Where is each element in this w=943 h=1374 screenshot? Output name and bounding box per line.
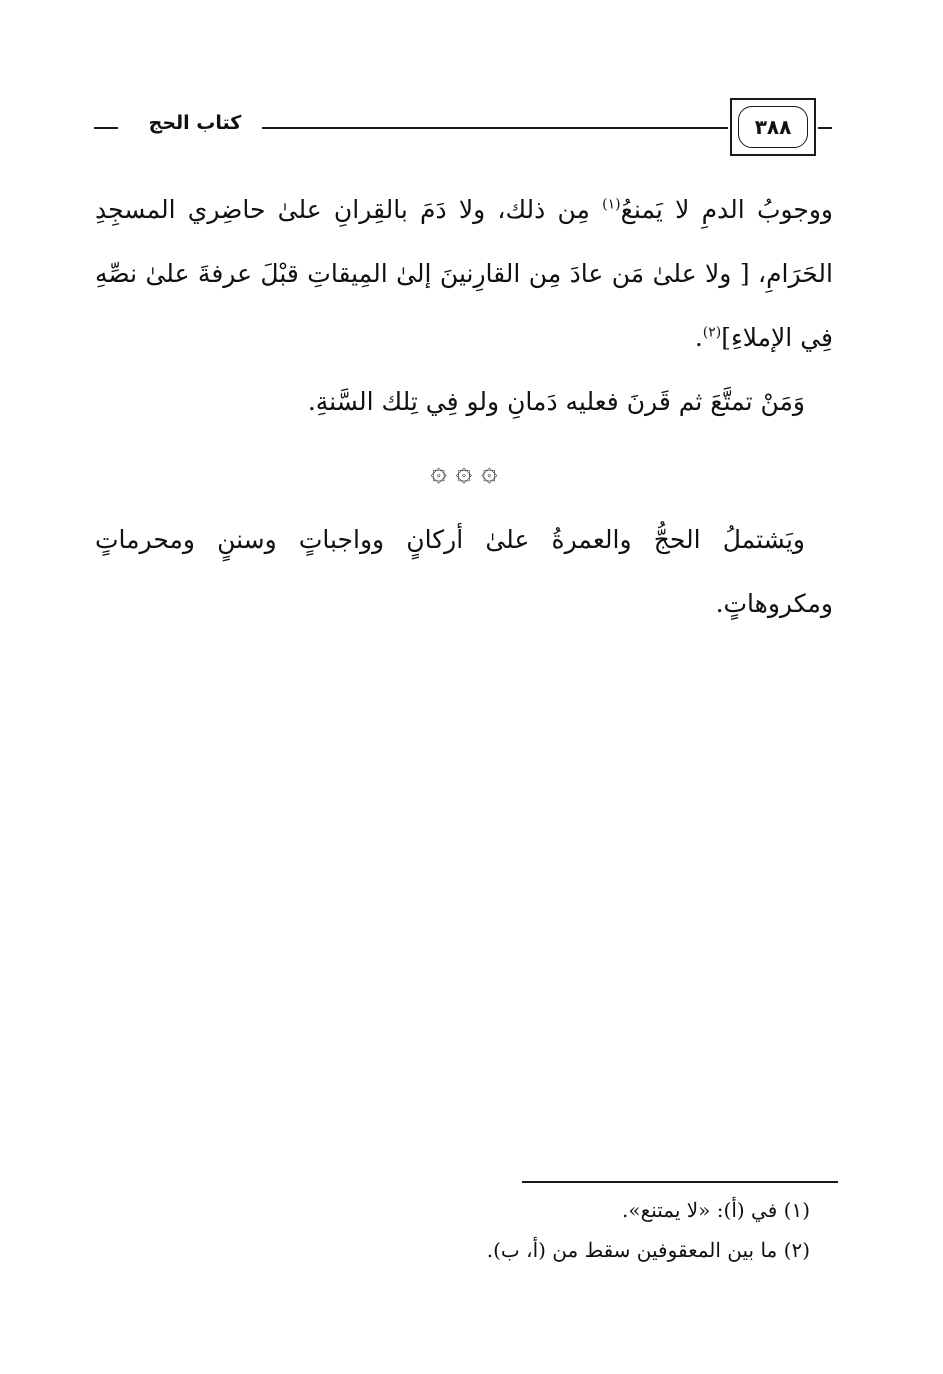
- footnote-ref-2: (٢): [702, 324, 722, 341]
- page-header: [90, 98, 832, 158]
- header-rule-middle: [262, 127, 728, 129]
- footnote-1: (١) في (أ): «لا يمتنع».: [621, 1198, 810, 1222]
- main-text: [95, 178, 833, 636]
- footnote-2: (٢) ما بين المعقوفين سقط من (أ، ب).: [486, 1238, 810, 1262]
- ornament-divider: ۞ ۞ ۞: [430, 454, 498, 487]
- paragraph-3: ويَشتملُ الحجُّ والعمرةُ علىٰ أركانٍ وواجباتٍ وسننٍ ومحرماتٍ ومكروهاتٍ.: [95, 525, 833, 618]
- footnote-ref-1: (١): [602, 196, 621, 213]
- paragraph-1: ووجوبُ الدمِ لا يَمنعُ$^{(١)}$ مِن ذلك، ولا دَمَ بالقِرانِ علىٰ حاضِري المسجِدِ الحَرَامِ، [ ولا علىٰ مَن عادَ مِن القارِنينَ إلىٰ المِيقاتِ قبْلَ عرفةَ علىٰ نصِّهِ فِي الإملاءِ]$^{(٢)}$.: [95, 195, 833, 352]
- book-title: كتاب الحج: [148, 112, 242, 134]
- paragraph-2: وَمَنْ تمتَّعَ ثم قَرنَ فعليه دَمانِ ولو فِي تِلك السَّنةِ.: [307, 387, 805, 416]
- page-number-box: [730, 98, 816, 156]
- header-rule-right: [818, 127, 832, 129]
- footnote-rule: [522, 1181, 838, 1183]
- footnotes: [300, 1190, 810, 1270]
- page-number: ٣٨٨: [738, 106, 808, 148]
- header-rule-left: [94, 127, 118, 129]
